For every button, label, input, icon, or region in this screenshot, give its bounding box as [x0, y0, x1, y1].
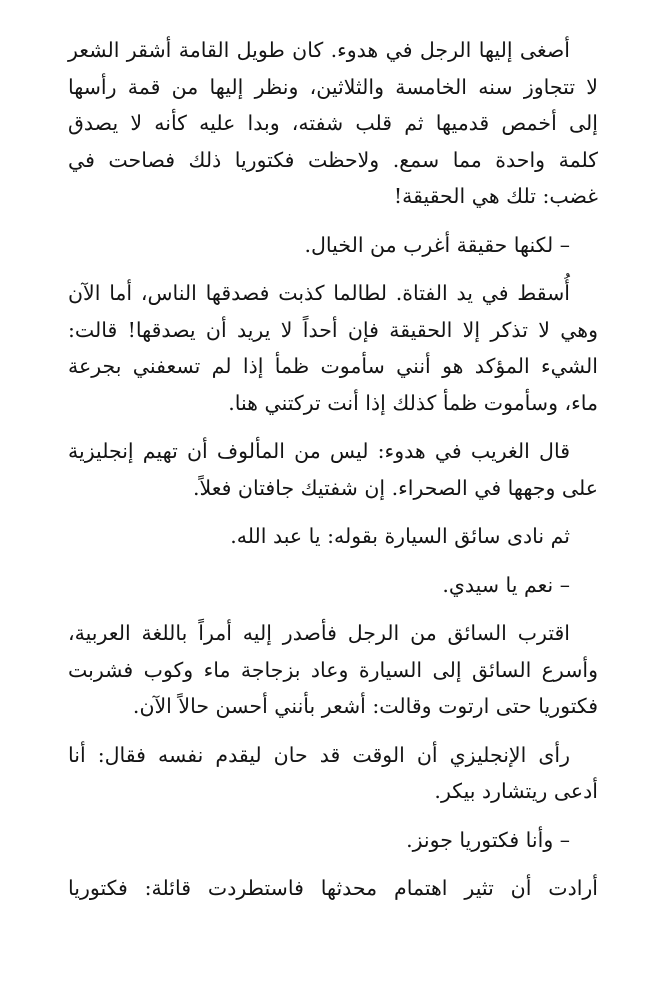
dialogue-2 [68, 567, 598, 604]
text-line: – وأنا فكتوريا جونز. [406, 827, 570, 852]
text-line: غضب: تلك هي الحقيقة! [393, 184, 598, 208]
text-line: أصغى إليها الرجل في هدوء. كان طويل القامة أشقر الشعر [68, 38, 570, 62]
text-line: إلى أخمص قدميها ثم قلب شفته، وبدا عليه كأنه لا يصدق [68, 111, 598, 135]
text-line: كلمة واحدة مما سمع. ولاحظت فكتوريا ذلك فصاحت في [68, 147, 598, 172]
paragraph-5 [68, 615, 598, 725]
dialogue-1 [68, 227, 598, 264]
text-line: أرادت أن تثير اهتمام محدثها فاستطردت قائلة: فكتوريا [68, 876, 598, 900]
text-line: قال الغريب في هدوء: ليس من المألوف أن تهيم إنجليزية [68, 439, 570, 463]
text-line: أدعى ريتشارد بيكر. [434, 779, 598, 803]
text-line: وأسرع السائق إلى السيارة وعاد بزجاجة ماء وكوب فشربت [68, 657, 598, 682]
paragraph-4 [68, 518, 598, 555]
text-line: – نعم يا سيدي. [442, 572, 570, 597]
text-line: على وجهها في الصحراء. إن شفتيك جافتان فعلاً. [192, 475, 598, 500]
text-line: – لكنها حقيقة أغرب من الخيال. [304, 232, 570, 257]
text-line: فكتوريا حتى ارتوت وقالت: أشعر بأنني أحسن حالاً الآن. [132, 694, 598, 718]
dialogue-3 [68, 822, 598, 859]
text-line: وهي لا تذكر إلا الحقيقة فإن أحداً لا يريد أن يصدقها! قالت: [68, 317, 598, 342]
text-line: اقترب السائق من الرجل فأصدر إليه أمراً باللغة العربية، [68, 621, 570, 645]
text-line: ماء، وسأموت ظمأ كذلك إذا أنت تركتني هنا. [228, 390, 598, 415]
text-line: لا تتجاوز سنه الخامسة والثلاثين، ونظر إليها من قمة رأسها [68, 74, 598, 99]
paragraph-1 [68, 32, 598, 215]
text-line: أُسقط في يد الفتاة. لطالما كذبت فصدقها الناس، أما الآن [68, 281, 570, 305]
text-line: رأى الإنجليزي أن الوقت قد حان ليقدم نفسه فقال: أنا [68, 742, 570, 767]
paragraph-3 [68, 433, 598, 506]
text-line: ثم نادى سائق السيارة بقوله: يا عبد الله. [230, 524, 570, 548]
paragraph-2 [68, 275, 598, 421]
book-page [68, 32, 598, 919]
paragraph-6 [68, 737, 598, 810]
paragraph-7 [68, 870, 598, 907]
text-line: الشيء المؤكد هو أنني سأموت ظمأ إذا لم تسعفني بجرعة [68, 354, 598, 378]
